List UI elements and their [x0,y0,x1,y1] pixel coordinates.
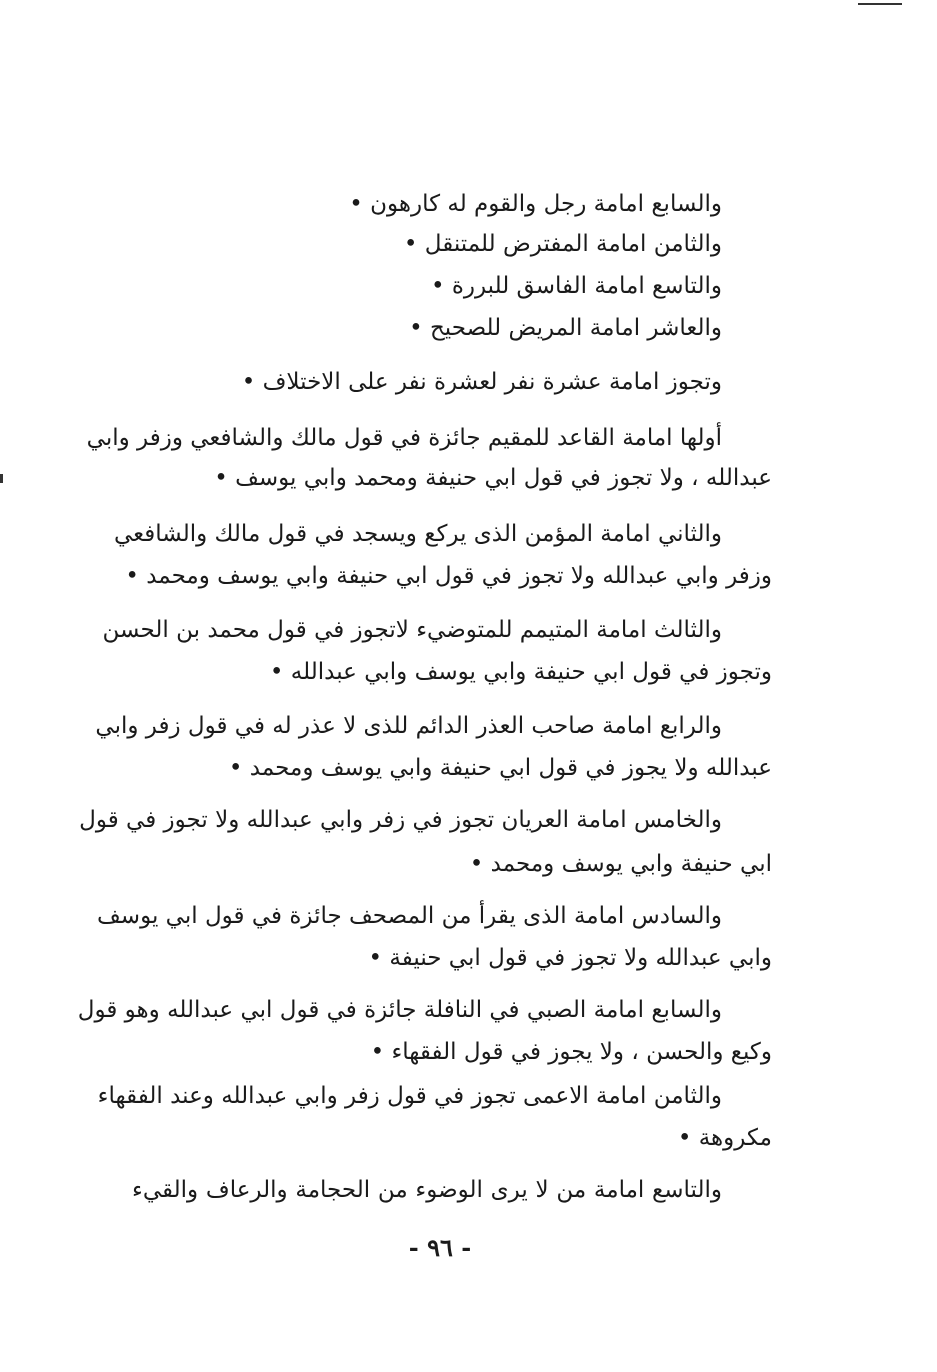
margin-mark [0,474,3,483]
text-line: وزفر وابي عبدالله ولا تجوز في قول ابي حنيفة وابي يوسف ومحمد • [125,563,772,589]
text-line: والسابع امامة رجل والقوم له كارهون • [349,191,722,217]
text-line: عبدالله ولا يجوز في قول ابي حنيفة وابي يوسف ومحمد • [228,755,772,781]
page-number: - ٩٦ - [408,1233,472,1262]
text-line: والخامس امامة العريان تجوز في زفر وابي عبدالله ولا تجوز في قول [79,807,722,833]
text-line: عبدالله ، ولا تجوز في قول ابي حنيفة ومحمد وابي يوسف • [214,465,772,491]
text-line: ابي حنيفة وابي يوسف ومحمد • [469,851,772,877]
text-line: مكروهة • [677,1125,772,1151]
text-line: أولها امامة القاعد للمقيم جائزة في قول مالك والشافعي وزفر وابي [86,425,722,451]
text-line: والسابع امامة الصبي في النافلة جائزة في قول ابي عبدالله وهو قول [77,997,722,1023]
text-line: والثامن امامة المفترض للمتنقل • [403,231,722,257]
text-line: وتجوز امامة عشرة نفر لعشرة نفر على الاختلاف • [241,369,722,395]
text-line: والعاشر امامة المريض للصحيح • [409,315,722,341]
text-line: والسادس امامة الذى يقرأ من المصحف جائزة في قول ابي يوسف [97,903,722,929]
text-line: وتجوز في قول ابي حنيفة وابي يوسف وابي عبدالله • [269,659,772,685]
text-line: والثامن امامة الاعمى تجوز في قول زفر وابي عبدالله وعند الفقهاء [97,1083,722,1109]
text-line: وكيع والحسن ، ولا يجوز في قول الفقهاء • [370,1039,772,1065]
text-line: والثالث امامة المتيمم للمتوضيء لاتجوز في قول محمد بن الحسن [102,617,722,643]
text-line: وابي عبدالله ولا تجوز في قول ابي حنيفة • [368,945,772,971]
text-line: والتاسع امامة من لا يرى الوضوء من الحجامة والرعاف والقيء [132,1177,722,1203]
top-edge-mark [858,3,902,5]
text-line: والثاني امامة المؤمن الذى يركع ويسجد في قول مالك والشافعي [113,521,722,547]
text-line: والرابع امامة صاحب العذر الدائم للذى لا عذر له في قول زفر وابي [95,713,722,739]
text-line: والتاسع امامة الفاسق للبررة • [430,273,722,299]
